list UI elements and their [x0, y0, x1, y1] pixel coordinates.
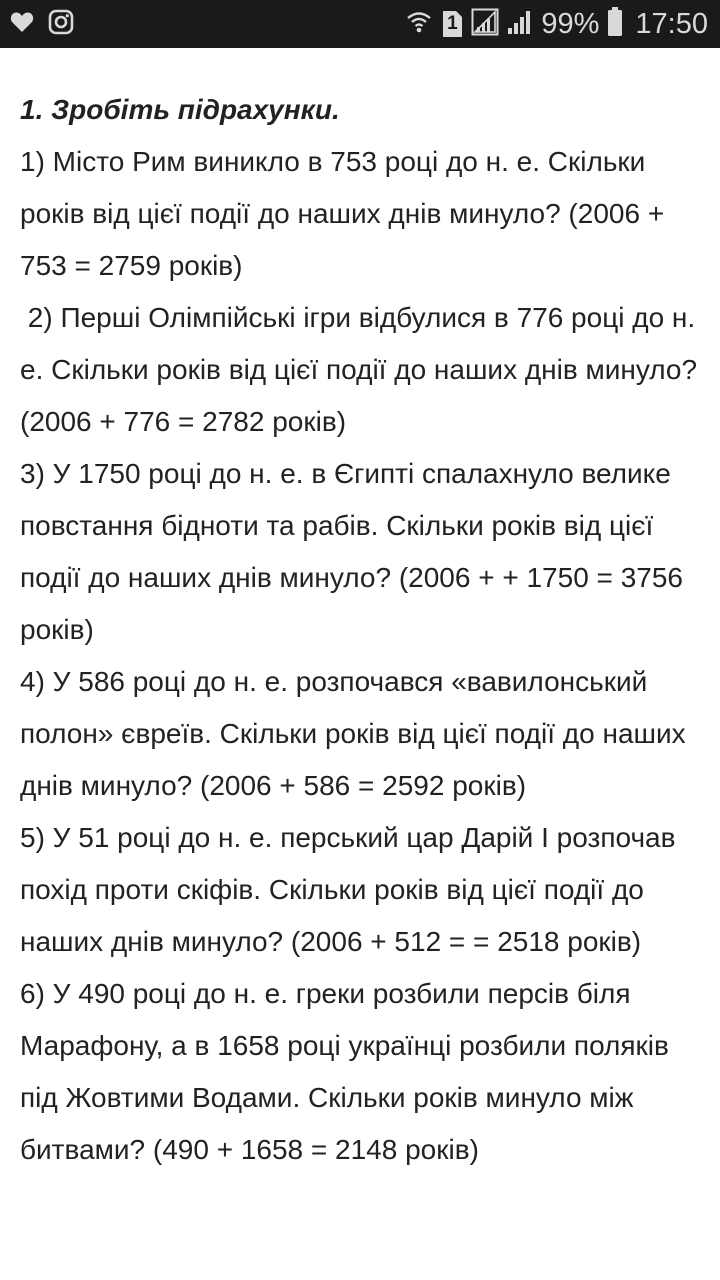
- status-bar: [0, 0, 720, 48]
- task-item-2: 2) Перші Олімпійські ігри відбулися в 776 році до н. е. Скільки років від цієї події до наших днів минуло? (2006 + 776 = 2782 років): [20, 302, 698, 437]
- task-item-1: 1) Місто Рим виникло в 753 році до н. е. Скільки років від цієї події до наших днів минуло? (2006 + 753 = 2759 років): [20, 146, 665, 281]
- task-item-5: 5) У 51 році до н. е. перський цар Дарій І розпочав похід проти скіфів. Скільки років від цієї події до наших днів минуло? (2006 + 512 = = 2518 років): [20, 822, 676, 957]
- task-item-3: 3) У 1750 році до н. е. в Єгипті спалахнуло велике повстання бідноти та рабів. Скільки років від цієї події до наших днів минуло? (2006 + + 1750 = 3756 років): [20, 458, 683, 645]
- battery-percent: 99%: [541, 7, 600, 40]
- battery-icon: [607, 7, 623, 42]
- task-item-4: 4) У 586 році до н. е. розпочався «вавилонський полон» євреїв. Скільки років від цієї події до наших днів минуло? (2006 + 586 = 2592 років): [20, 666, 686, 801]
- sim-number: 1: [447, 13, 458, 34]
- wifi-icon: [405, 9, 433, 40]
- task-content: [20, 84, 710, 1176]
- heart-icon: [10, 11, 34, 38]
- status-bar-right: [405, 7, 708, 42]
- status-bar-left: [10, 9, 74, 40]
- status-time: 17:50: [635, 7, 708, 40]
- task-item-6: 6) У 490 році до н. е. греки розбили персів біля Марафону, а в 1658 році українці розбили поляків під Жовтими Водами. Скільки років минуло між битвами? (490 + 1658 = 2148 років): [20, 978, 669, 1165]
- sim-icon: [441, 10, 463, 38]
- instagram-icon: [48, 9, 74, 40]
- task-heading: 1. Зробіть підрахунки.: [20, 94, 340, 125]
- mobile-data-icon: [471, 8, 499, 41]
- signal-icon: [507, 9, 533, 40]
